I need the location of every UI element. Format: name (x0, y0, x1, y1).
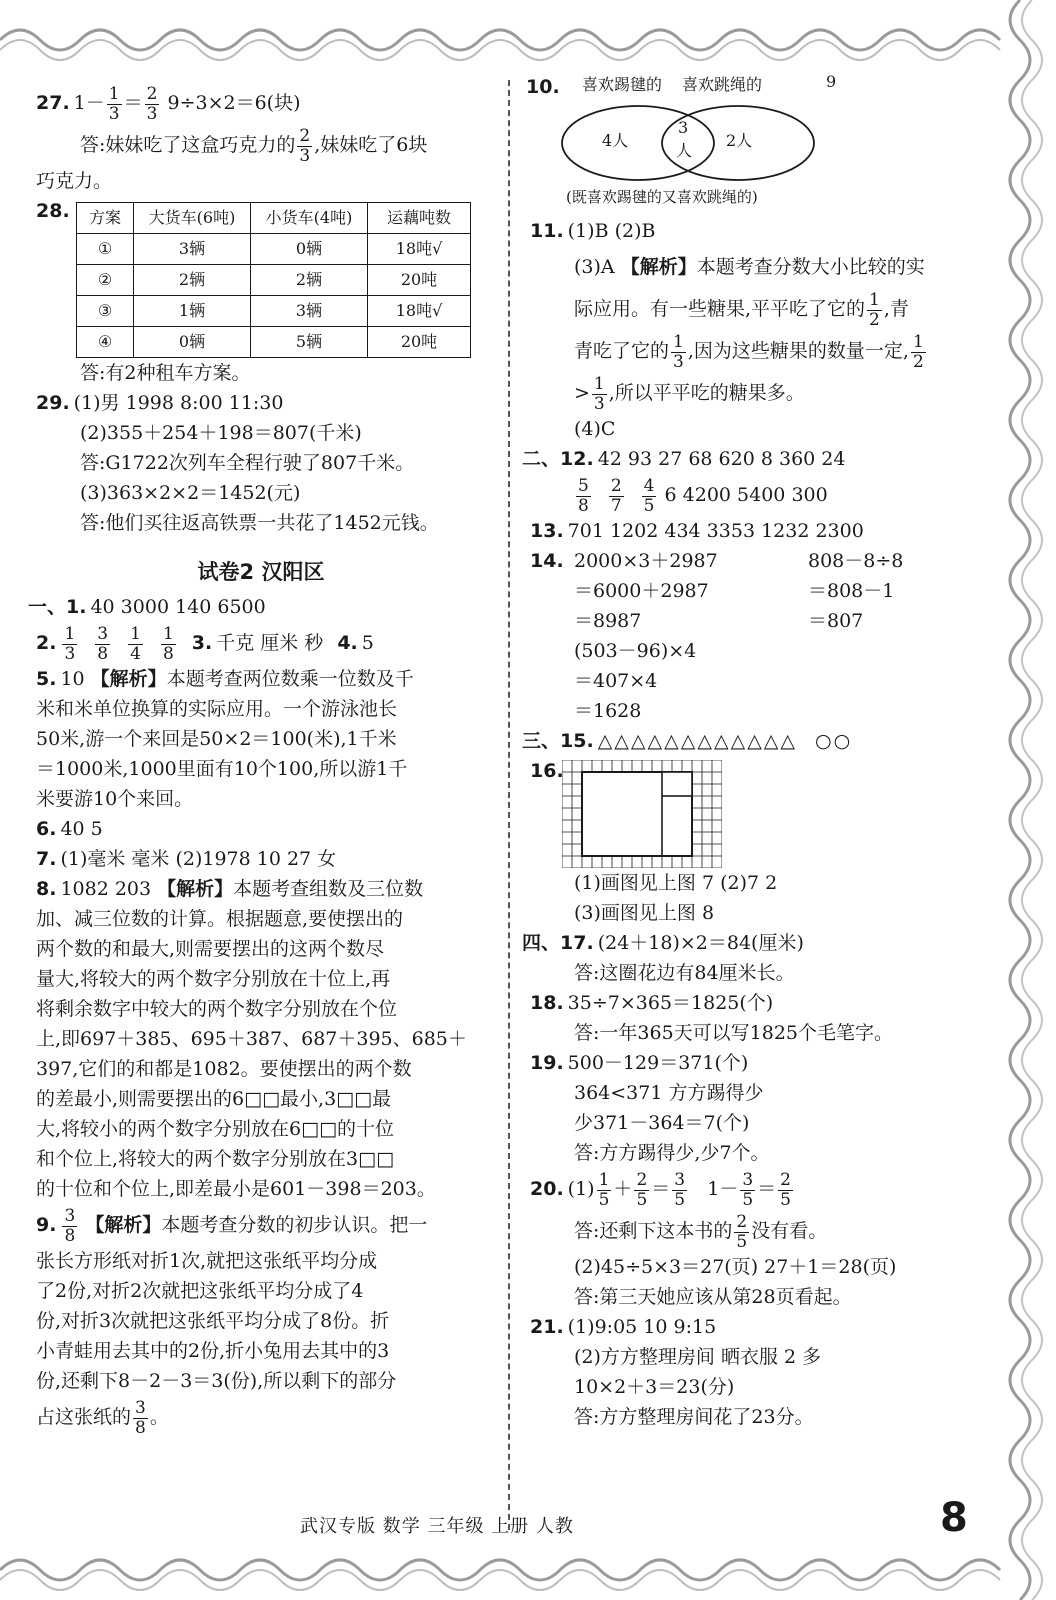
answer-line: 巧克力。 (36, 170, 113, 192)
question-17: 四、17. (24＋18)×2＝84(厘米) 答:这圈花边有84厘米长。 (522, 932, 804, 984)
fraction: $\frac{1}{5}$ (598, 1169, 610, 1210)
question-14: 14. 2000×3＋2987 ＝6000＋2987 ＝8987 (503－96)×4 ＝407×4 ＝1628 808－8÷8 ＝808－1 ＝807 (530, 550, 904, 722)
question-28: 28. 方案 大货车(6吨) 小货车(4吨) 运藕吨数 ① 3辆 0辆 18吨√ ② 2辆 2辆 20吨 ③ 1辆 3辆 18吨√ ④ 0辆 5辆 20吨 答:有2种租车方案。 (36, 202, 486, 388)
fraction: $\frac{1}{3}$ (593, 373, 605, 414)
question-2-4: 2. $\frac{1}{3}$ $\frac{3}{8}$ $\frac{1}{4}$ $\frac{1}{8}$ 3. 千克 厘米 秒 4. 5 (36, 623, 374, 664)
question-16-answers: (1)画图见上图 7 (2)7 2 (3)画图见上图 8 (574, 872, 778, 924)
question-5: 5. 10 【解析】本题考查两位数乘一位数及千 米和米单位换算的实际应用。一个游泳池长 50米,游一个来回是50×2＝100(米),1千米 ＝1000米,1000里面有10个100,所以游1千 米要游10个来回。 (36, 668, 414, 810)
fraction: $\frac{2}{5}$ (736, 1211, 748, 1252)
bottom-wavy-border (0, 1545, 1056, 1600)
question-12: 二、12. 42 93 27 68 620 8 360 24 $\frac{5}{8}$ $\frac{2}{7}$ $\frac{4}{5}$ 6 4200 5400 300 (522, 448, 846, 516)
fraction: $\frac{1}{2}$ (912, 331, 924, 372)
question-1: 一、1. 40 3000 140 6500 (28, 596, 266, 618)
right-wavy-border (990, 0, 1056, 1600)
question-18: 18. 35÷7×365＝1825(个) 答:一年365天可以写1825个毛笔字。 (530, 992, 894, 1044)
question-20: 20. (1) $\frac{1}{5}$ ＋ $\frac{2}{5}$ ＝ $\frac{3}{5}$ 1－ $\frac{3}{5}$ ＝ $\frac{2}{5}$ 答:还剩下这本书的 $\frac{2}{5}$ 没有看。 (2)45÷5×3＝27(页) 27＋1＝28(页) 答:第三天她应该从第28页看起。 (530, 1169, 897, 1308)
fraction: $\frac{1}{3}$ (108, 83, 120, 124)
answer-line: 答:有2种租车方案。 (80, 362, 251, 384)
fraction: $\frac{1}{4}$ (130, 623, 141, 664)
fraction: $\frac{3}{8}$ (64, 1205, 76, 1246)
top-wavy-border (0, 10, 1056, 70)
rental-plan-table (76, 202, 471, 358)
page-footer: 武汉专版 数学 三年级 上册 人教 (300, 1516, 574, 1537)
fraction: $\frac{1}{3}$ (64, 623, 76, 664)
table-header-row: 方案 大货车(6吨) 小货车(4吨) 运藕吨数 (77, 203, 471, 234)
column-divider (508, 80, 510, 1530)
question-15: 三、15. △△△△△△△△△△△△ ○○ (522, 730, 853, 752)
fraction: $\frac{3}{5}$ (742, 1169, 754, 1210)
fraction: $\frac{4}{5}$ (643, 475, 655, 516)
question-8: 8. 1082 203 【解析】本题考查组数及三位数 加、减三位数的计算。根据题意,要使摆出的 两个数的和最大,则需要摆出的这两个数尽 量大,将较大的两个数字分别放在十位上,再 将剩余数字中较大的两个数字分别放在个位 上,即697＋385、695＋387、687＋395、685＋ 397,它们的和都是1082。要使摆出的两个数 的差最小,则需要摆出的6□□最小,3□□最 大,将较小的两个数字分别放在6□□的十位 和个位上,将较大的两个数字分别放在3□□ 的十位和个位上,即差最小是601－398＝203。 (36, 878, 467, 1200)
question-11: 11. (1)B (2)B (3)A 【解析】本题考查分数大小比较的实 际应用。有一些糖果,平平吃了它的 $\frac{1}{2}$ ,青 青吃了它的 $\frac{1}{3}$ ,因为这些糖果的数量一定, $\frac{1}{2}$ > $\frac{1}{3}$ ,所以平平吃的糖果多。 (4)C (530, 220, 925, 440)
fraction: $\frac{2}{5}$ (636, 1169, 648, 1210)
table-row: ② 2辆 2辆 20吨 (77, 265, 471, 296)
table-row: ③ 1辆 3辆 18吨√ (77, 296, 471, 327)
fraction: $\frac{1}{3}$ (673, 331, 684, 372)
question-27: 27. 1－ $\frac{1}{3}$ ＝ $\frac{2}{3}$ 9÷3×2＝6(块) 答:妹妹吃了这盒巧克力的 $\frac{2}{3}$ ,妹妹吃了6块 巧克力。 (36, 82, 486, 196)
table-row: ④ 0辆 5辆 20吨 (77, 327, 471, 358)
right-column (522, 72, 985, 1432)
fraction: $\frac{3}{8}$ (135, 1397, 146, 1438)
section-title: 试卷2 汉阳区 (197, 560, 325, 584)
fraction: $\frac{2}{3}$ (299, 125, 311, 166)
left-column (28, 82, 486, 1438)
page-number: 8 (940, 1495, 968, 1541)
grid-drawing (562, 760, 722, 868)
fraction: $\frac{3}{8}$ (97, 623, 109, 664)
question-16: 16. (530, 756, 985, 868)
fraction: $\frac{1}{2}$ (869, 289, 880, 330)
fraction: $\frac{2}{5}$ (780, 1169, 791, 1210)
question-13: 13. 701 1202 434 3353 1232 2300 (530, 520, 864, 542)
fraction: $\frac{2}{7}$ (610, 475, 622, 516)
fraction: $\frac{2}{3}$ (146, 83, 158, 124)
question-9: 9. $\frac{3}{8}$ 【解析】本题考查分数的初步认识。把一 张长方形纸对折1次,就把这张纸平均分成 了2份,对折2次就把这张纸平均分成了4 份,对折3次就把这张纸平均分成了8份。折 小青蛙用去其中的2份,折小兔用去其中的3 份,还剩下8－2－3＝3(份),所以剩下的部分 占这张纸的 $\frac{3}{8}$ 。 (36, 1205, 428, 1438)
table-row: ① 3辆 0辆 18吨√ (77, 234, 471, 265)
question-7: 7. (1)毫米 毫米 (2)1978 10 27 女 (36, 848, 337, 870)
question-21: 21. (1)9:05 10 9:15 (2)方方整理房间 晒衣服 2 多 10×2＋3＝23(分) 答:方方整理房间花了23分。 (530, 1316, 822, 1428)
question-19: 19. 500－129＝371(个) 364<371 方方踢得少 少371－364＝7(个) 答:方方踢得少,少7个。 (530, 1052, 770, 1164)
question-10: 10. 喜欢踢毽的 喜欢跳绳的 9 4人 3 人 2人 (既喜欢踢毽的又喜欢跳绳的) (526, 72, 837, 206)
fraction: $\frac{3}{5}$ (674, 1169, 686, 1210)
question-29: 29. (1)男 1998 8:00 11:30 (2)355＋254＋198＝807(千米) 答:G1722次列车全程行驶了807千米。 (3)363×2×2＝1452(元) 答:他们买往返高铁票一共花了1452元钱。 (36, 392, 439, 534)
fraction: $\frac{5}{8}$ (578, 475, 589, 516)
fraction: $\frac{1}{8}$ (162, 623, 174, 664)
question-6: 6. 40 5 (36, 818, 103, 840)
